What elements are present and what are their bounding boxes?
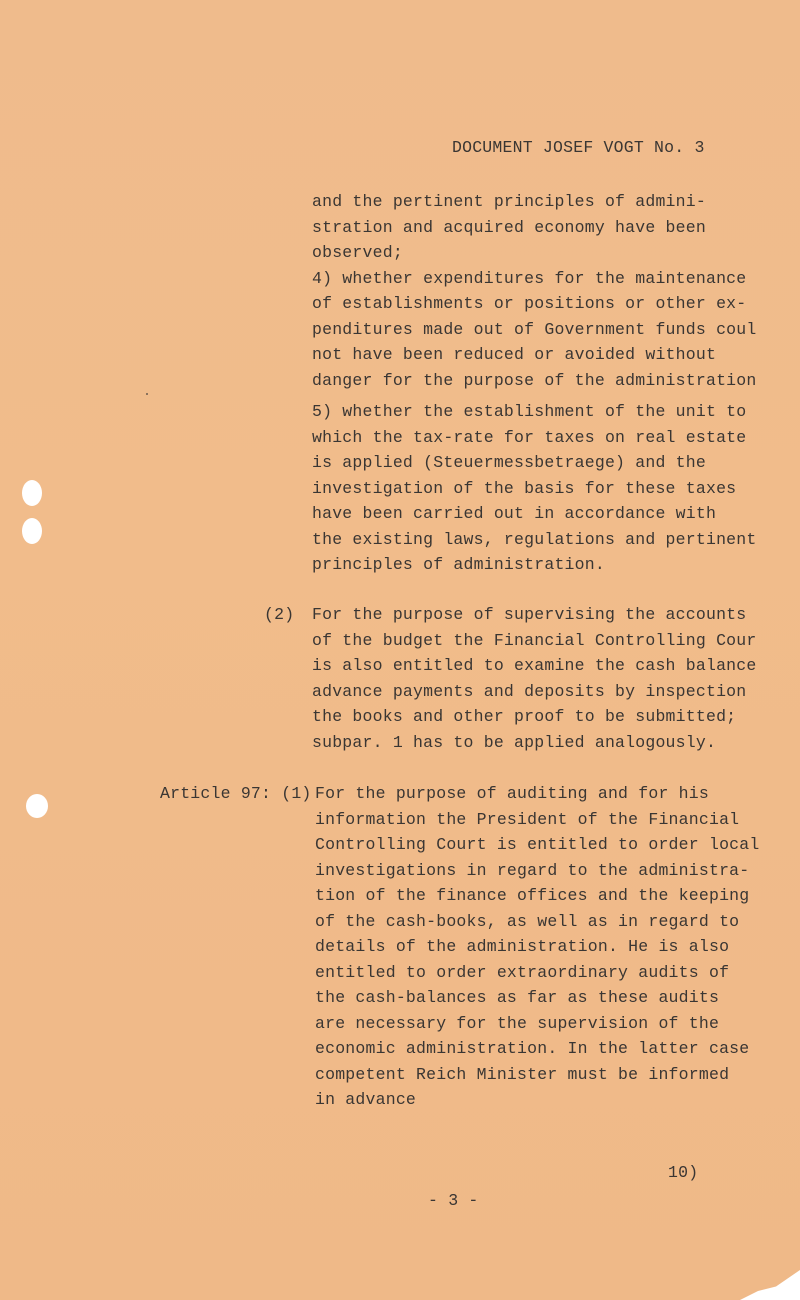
text-line: Controlling Court is entitled to order local xyxy=(315,835,760,854)
paragraph-2-label: (2) xyxy=(264,605,295,624)
article-97-block xyxy=(315,781,785,1113)
text-line: penditures made out of Government funds coul xyxy=(312,319,757,339)
text-line: and the pertinent principles of admini- xyxy=(312,192,706,211)
text-line: in advance xyxy=(315,1090,417,1109)
text-line: details of the administration. He is also xyxy=(315,937,730,956)
text-line: 4) whether expenditures for the maintenance xyxy=(312,268,747,288)
text-line: the existing laws, regulations and pertinent xyxy=(312,529,757,549)
text-line: investigation of the basis for these taxes xyxy=(312,478,737,498)
text-line: have been carried out in accordance with xyxy=(312,504,717,523)
continuation-block xyxy=(312,189,782,393)
text-line: information the President of the Financial xyxy=(315,809,740,829)
text-line: of the cash-books, as well as in regard to xyxy=(315,911,740,931)
item-5-block xyxy=(312,399,782,578)
text-line: stration and acquired economy have been xyxy=(312,217,706,237)
footnote-number: 10) xyxy=(668,1163,699,1182)
text-line: are necessary for the supervision of the xyxy=(315,1013,720,1033)
text-line: observed; xyxy=(312,243,403,262)
punch-hole xyxy=(26,794,48,818)
paragraph-2-block xyxy=(312,602,782,755)
text-line: investigations in regard to the administra- xyxy=(315,860,750,880)
text-line: subpar. 1 has to be applied analogously. xyxy=(312,732,717,752)
speck xyxy=(146,393,148,395)
text-line: principles of administration. xyxy=(312,555,605,574)
text-line: advance payments and deposits by inspection xyxy=(312,681,747,701)
text-line: For the purpose of supervising the accounts xyxy=(312,605,747,624)
text-line: economic administration. In the latter case xyxy=(315,1039,750,1058)
text-line: the books and other proof to be submitted; xyxy=(312,707,737,726)
text-line: tion of the finance offices and the keeping xyxy=(315,886,750,905)
document-header: DOCUMENT JOSEF VOGT No. 3 xyxy=(452,138,705,157)
text-line: the cash-balances as far as these audits xyxy=(315,988,720,1007)
text-line: is applied (Steuermessbetraege) and the xyxy=(312,453,706,472)
text-line: which the tax-rate for taxes on real estate xyxy=(312,427,747,447)
page-number: - 3 - xyxy=(428,1191,479,1210)
text-line: competent Reich Minister must be informed xyxy=(315,1064,730,1084)
punch-hole xyxy=(22,518,42,544)
torn-corner xyxy=(740,1270,800,1300)
text-line: 5) whether the establishment of the unit to xyxy=(312,402,747,421)
text-line: is also entitled to examine the cash balance xyxy=(312,656,757,675)
article-97-label: Article 97: (1) xyxy=(160,784,312,803)
text-line: entitled to order extraordinary audits of xyxy=(315,962,730,982)
text-line: of the budget the Financial Controlling Cour xyxy=(312,630,757,650)
punch-hole xyxy=(22,480,42,506)
text-line: of establishments or positions or other ex- xyxy=(312,294,747,313)
text-line: danger for the purpose of the administration xyxy=(312,370,757,390)
text-line: For the purpose of auditing and for his xyxy=(315,784,709,803)
text-line: not have been reduced or avoided without xyxy=(312,345,717,364)
